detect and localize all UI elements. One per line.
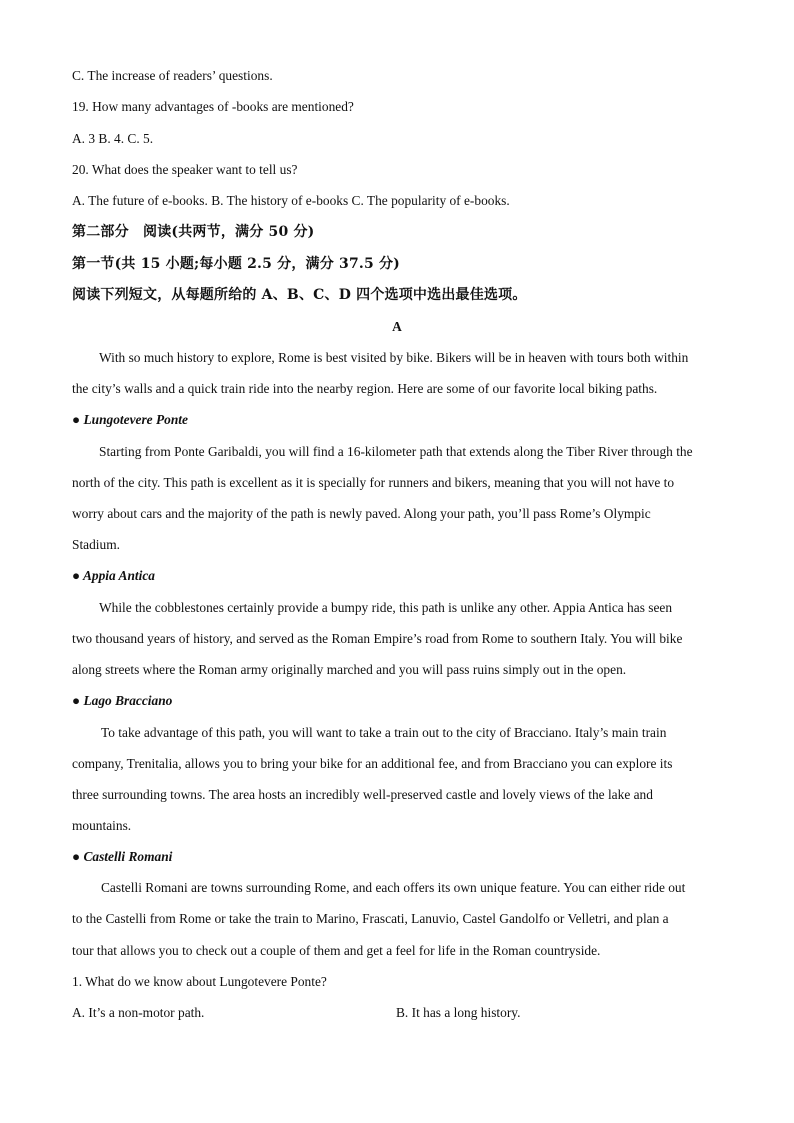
q18-option-c: C. The increase of readers’ questions. xyxy=(72,68,273,83)
passage-label: A xyxy=(392,319,402,334)
q19-stem: 19. How many advantages of -books are mentioned? xyxy=(72,99,354,114)
paragraph-line: worry about cars and the majority of the path is newly paved. Along your path, you’ll pass Rome’s Olympic xyxy=(72,506,651,521)
question-1-stem: 1. What do we know about Lungotevere Ponte? xyxy=(72,974,327,989)
question-1-option-b: B. It has a long history. xyxy=(396,1005,521,1020)
paragraph-line: two thousand years of history, and served as the Roman Empire’s road from Rome to southern Italy. You will bike xyxy=(72,631,683,646)
path-heading-appia xyxy=(72,568,732,584)
paragraph-line: Starting from Ponte Garibaldi, you will find a 16-kilometer path that extends along the Tiber River through the xyxy=(99,444,693,459)
path-heading-bracciano xyxy=(72,693,732,709)
paragraph-line: to the Castelli from Rome or take the train to Marino, Frascati, Lanuvio, Castel Gandolfo or Velletri, and plan a xyxy=(72,911,669,926)
path-heading-lungotevere xyxy=(72,412,732,428)
bullet-icon: ● xyxy=(72,412,81,427)
paragraph-line: While the cobblestones certainly provide a bumpy ride, this path is unlike any other. Appia Antica has seen xyxy=(99,600,673,615)
passage-intro-line: the city’s walls and a quick train ride into the nearby region. Here are some of our favorite local biking paths. xyxy=(72,381,658,396)
part-title: 第二部分 阅读(共两节，满分 50 分) xyxy=(72,224,315,240)
q20-options: A. The future of e-books. B. The history of e-books C. The popularity of e-books. xyxy=(72,193,510,208)
section-title: 第一节(共 15 小题;每小题 2.5 分，满分 37.5 分) xyxy=(72,256,400,272)
path-heading-text: Lungotevere Ponte xyxy=(83,412,188,427)
paragraph-line: Stadium. xyxy=(72,537,120,552)
path-heading-text: Castelli Romani xyxy=(83,849,173,864)
bullet-icon: ● xyxy=(72,849,81,864)
paragraph-line: mountains. xyxy=(72,818,132,833)
paragraph-line: three surrounding towns. The area hosts an incredibly well-preserved castle and lovely views of the lake and xyxy=(72,787,653,802)
section-instruction: 阅读下列短文，从每题所给的 A、B、C、D 四个选项中选出最佳选项。 xyxy=(72,287,527,303)
paragraph-line: north of the city. This path is excellent as it is specially for runners and bikers, meaning that you will not have to xyxy=(72,475,675,490)
path-heading-castelli xyxy=(72,849,732,865)
paragraph-line: tour that allows you to check out a couple of them and get a feel for life in the Roman countryside. xyxy=(72,943,601,958)
paragraph-line: along streets where the Roman army originally marched and you will pass ruins simply out in the open. xyxy=(72,662,627,677)
bullet-icon: ● xyxy=(72,693,81,708)
q19-options: A. 3 B. 4. C. 5. xyxy=(72,131,154,146)
q20-stem: 20. What does the speaker want to tell us? xyxy=(72,162,298,177)
paragraph-line: Castelli Romani are towns surrounding Rome, and each offers its own unique feature. You can either ride out xyxy=(101,880,686,895)
paragraph-line: company, Trenitalia, allows you to bring your bike for an additional fee, and from Bracciano you can explore its xyxy=(72,756,673,771)
paragraph-line: To take advantage of this path, you will want to take a train out to the city of Bracciano. Italy’s main train xyxy=(101,725,667,740)
path-heading-text: Lago Bracciano xyxy=(83,693,173,708)
path-heading-text: Appia Antica xyxy=(82,568,155,583)
bullet-icon: ● xyxy=(72,568,81,583)
question-1-option-a: A. It’s a non-motor path. xyxy=(72,1005,205,1020)
passage-intro-line: With so much history to explore, Rome is best visited by bike. Bikers will be in heaven with tours both within xyxy=(99,350,689,365)
